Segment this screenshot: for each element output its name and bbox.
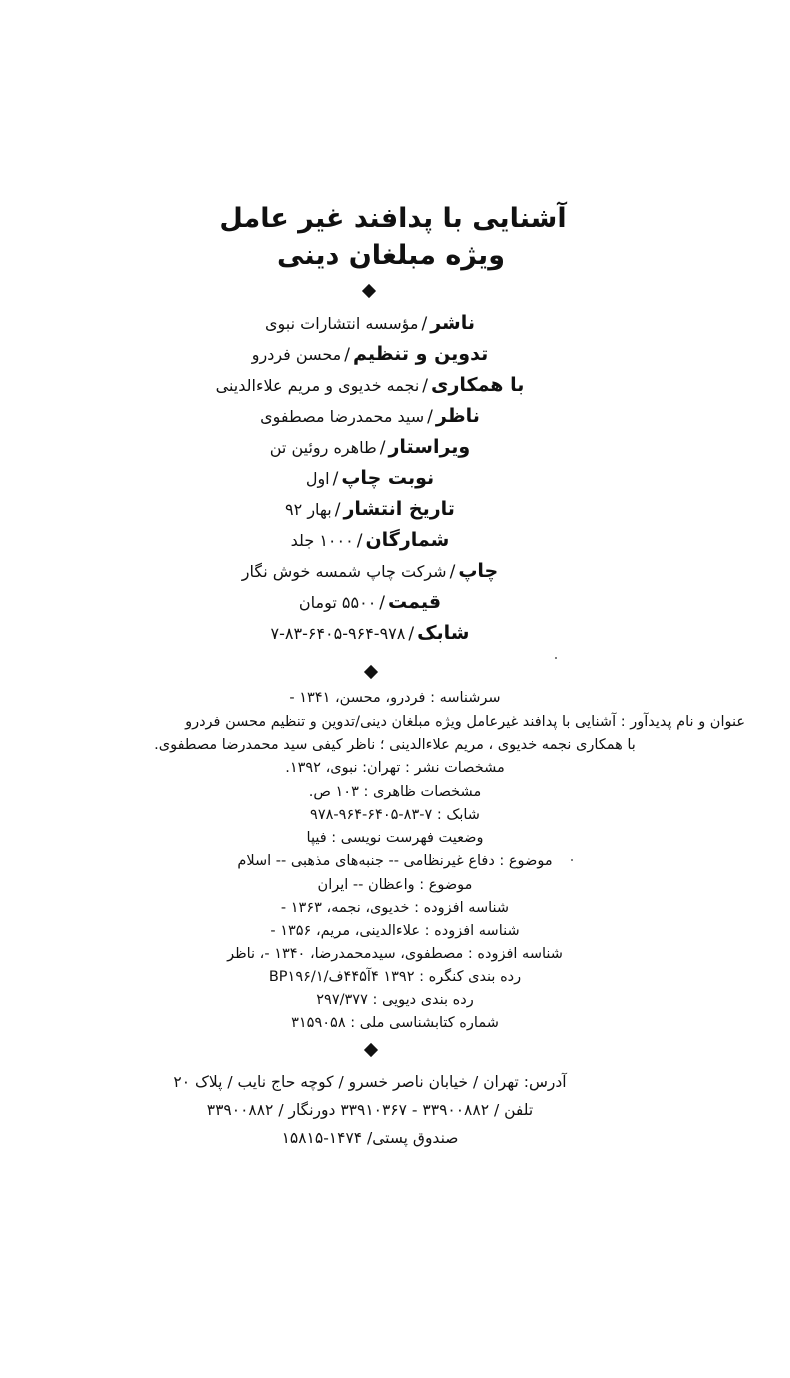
credit-value: طاهره روئین تن: [269, 438, 377, 457]
credit-value: ۹۷۸-۹۶۴-۶۴۰۵-۸۳-۷: [270, 624, 406, 643]
credit-label: تدوین و تنظیم: [352, 343, 489, 365]
credit-label: نوبت چاپ: [341, 467, 435, 489]
credit-value: سید محمدرضا مصطفوی: [260, 407, 425, 426]
diamond-ornament-2: [364, 665, 378, 679]
cip-publication: مشخصات نشر : تهران: نبوی، ۱۳۹۲.: [285, 760, 505, 776]
cip-isbn: شابک : ۷-۸۳-۶۴۰۵-۹۶۴-۹۷۸: [310, 807, 480, 823]
credit-label: تاریخ انتشار: [343, 498, 455, 520]
cip-added-entry-3: شناسه افزوده : مصطفوی، سیدمحمدرضا، ۱۳۴۰ -، ناظر: [227, 946, 563, 962]
credit-value: ۵۵۰۰ تومان: [298, 593, 377, 612]
credit-value: اول: [305, 469, 330, 488]
credit-printer: چاپ/شرکت چاپ شمسه خوش نگار: [241, 560, 499, 582]
credit-label: چاپ: [458, 560, 499, 582]
scan-speck: [555, 657, 557, 659]
credit-label: شمارگان: [365, 529, 450, 551]
book-title-line-1: آشنایی با پدافند غیر عامل: [219, 203, 567, 234]
credit-compiler: تدوین و تنظیم/محسن فردرو: [251, 343, 489, 365]
cip-main-entry: سرشناسه : فردرو، محسن، ۱۳۴۱ -: [289, 690, 501, 706]
credit-label: ناظر: [435, 405, 480, 427]
credit-print-run: شمارگان/۱۰۰۰ جلد: [290, 529, 450, 551]
credit-value: ۱۰۰۰ جلد: [290, 531, 354, 550]
credit-supervisor: ناظر/سید محمدرضا مصطفوی: [260, 405, 480, 427]
credit-collaborators: با همکاری/نجمه خدیوی و مریم علاءالدینی: [215, 374, 525, 396]
publisher-phone-fax: تلفن / ۳۳۹۰۰۸۸۲ - ۳۳۹۱۰۳۶۷ دورنگار / ۳۳۹۰۰۸۸۲: [206, 1101, 534, 1119]
cip-physical-description: مشخصات ظاهری : ۱۰۳ ص.: [308, 784, 482, 800]
book-title-line-2: ویژه مبلغان دینی: [277, 240, 505, 271]
cip-cataloging-status: وضعیت فهرست نویسی : فیپا: [306, 830, 484, 846]
credit-value: محسن فردرو: [251, 345, 342, 364]
scan-speck: [571, 859, 573, 861]
credit-editor: ویراستار/طاهره روئین تن: [269, 436, 471, 458]
publisher-po-box: صندوق پستی/ ۱۴۷۴-۱۵۸۱۵: [281, 1129, 459, 1147]
credit-edition: نوبت چاپ/اول: [305, 467, 435, 489]
credit-value: مؤسسه انتشارات نبوی: [265, 314, 419, 333]
cip-added-entry-2: شناسه افزوده : علاءالدینی، مریم، ۱۳۵۶ -: [270, 923, 520, 939]
credit-label: ناشر: [430, 312, 475, 334]
credit-publisher: ناشر/مؤسسه انتشارات نبوی: [265, 312, 475, 334]
cip-national-bibliography-number: شماره کتابشناسی ملی : ۳۱۵۹۰۵۸: [291, 1015, 499, 1031]
credit-publish-date: تاریخ انتشار/بهار ۹۲: [285, 498, 455, 520]
diamond-ornament-1: [362, 284, 376, 298]
credit-value: بهار ۹۲: [285, 500, 332, 519]
cip-title-statement: عنوان و نام پدیدآور : آشنایی با پدافند غیرعامل ویژه مبلغان دینی/تدوین و تنظیم محسن فردرو: [185, 714, 745, 730]
diamond-ornament-3: [364, 1043, 378, 1057]
credit-isbn: شابک/۹۷۸-۹۶۴-۶۴۰۵-۸۳-۷: [270, 622, 470, 644]
credit-value: شرکت چاپ شمسه خوش نگار: [241, 562, 447, 581]
credit-label: شابک: [417, 622, 470, 644]
cip-title-statement-cont: با همکاری نجمه خدیوی ، مریم علاءالدینی ؛ ناظر کیفی سید محمدرضا مصطفوی.: [154, 737, 636, 753]
credit-price: قیمت/۵۵۰۰ تومان: [298, 591, 442, 613]
cip-subject-2: موضوع : واعظان -- ایران: [317, 877, 473, 893]
cip-lc-classification: رده بندی کنگره : ۱۳۹۲ ۴آ۴۴۵ف/۱/BP۱۹۶: [268, 969, 522, 985]
credit-label: قیمت: [388, 591, 442, 613]
cip-dewey-classification: رده بندی دیویی : ۲۹۷/۳۷۷: [316, 992, 474, 1008]
credit-value: نجمه خدیوی و مریم علاءالدینی: [215, 376, 420, 395]
publisher-address: آدرس: تهران / خیابان ناصر خسرو / کوچه حاج نایب / پلاک ۲۰: [173, 1073, 567, 1091]
cip-subject-1: موضوع : دفاع غیرنظامی -- جنبه‌های مذهبی -- اسلام: [237, 853, 553, 869]
credit-label: با همکاری: [431, 374, 525, 396]
cip-added-entry-1: شناسه افزوده : خدیوی، نجمه، ۱۳۶۳ -: [280, 900, 510, 916]
credit-label: ویراستار: [388, 436, 471, 458]
